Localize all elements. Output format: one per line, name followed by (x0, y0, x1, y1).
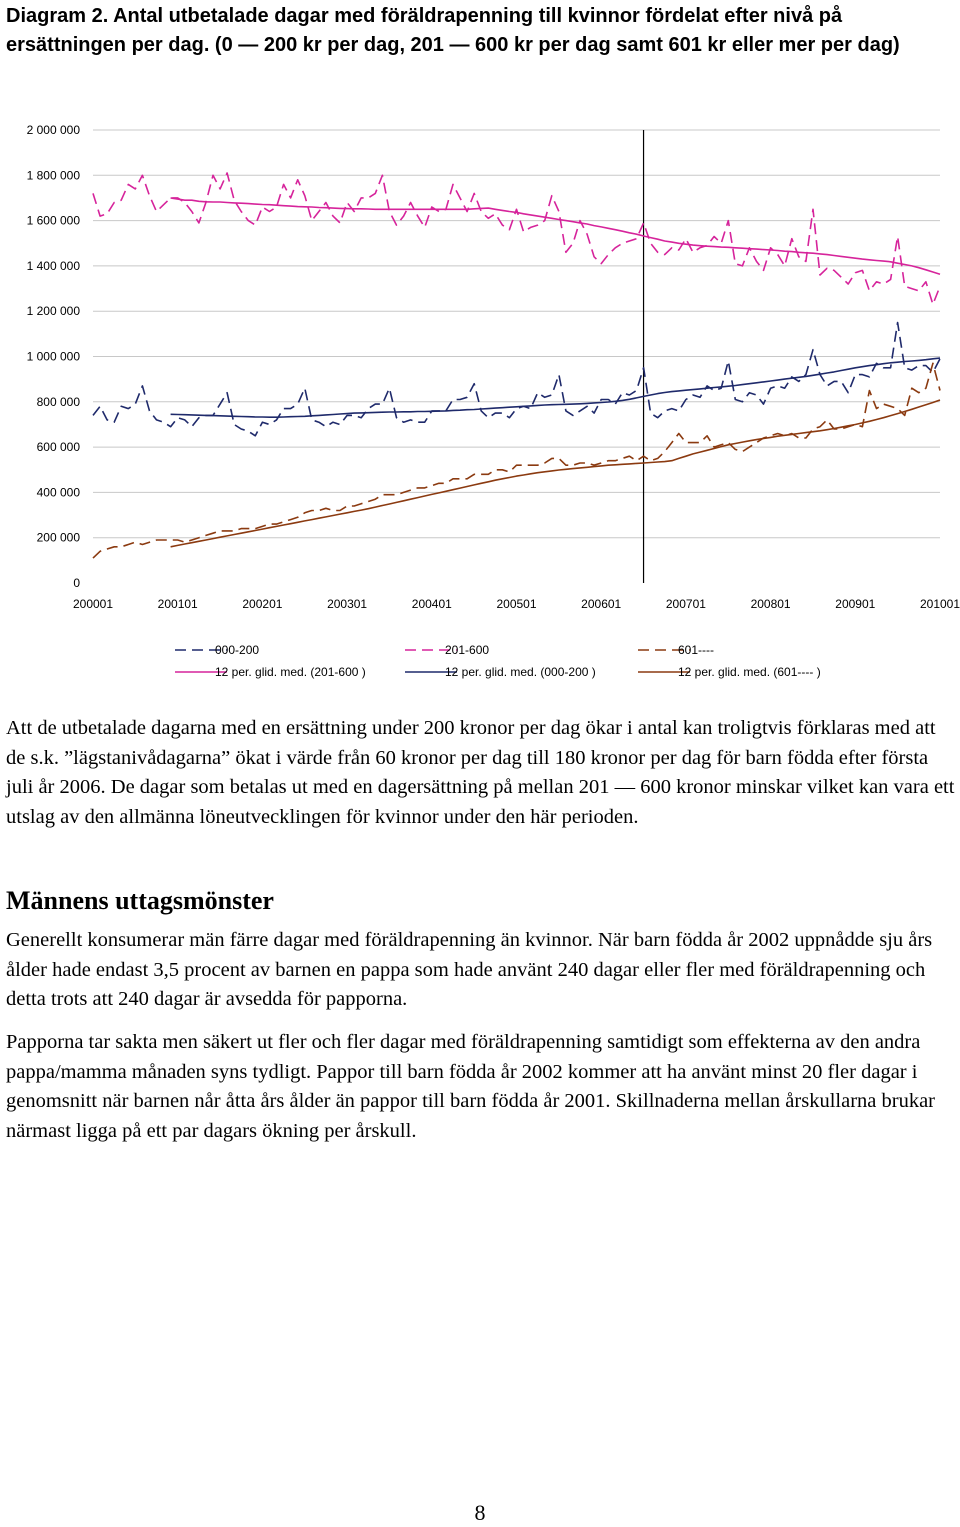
diagram-caption: Diagram 2. Antal utbetalade dagar med föräldrapenning till kvinnor fördelat efter nivå på ersättningen per dag. (0 — 200 kr per dag, 201 — 600 kr per dag samt 601 kr eller mer per dag) (6, 5, 900, 56)
section-heading: Männens uttagsmönster (6, 886, 274, 915)
legend-label: 12 per. glid. med. (000-200 ) (445, 665, 596, 679)
paragraph-1: Att de utbetalade dagarna med en ersättning under 200 kronor per dag ökar i antal kan troligtvis förklaras med att de s.k. ”lägstanivådagarna” ökat i värde från 60 kronor per dag till 180 kronor per dag för barn födda efter första juli år 2006. De dagar som betalas ut med en dagersättning på mellan 201 — 600 kronor minskar vilket kan vara ett utslag av den allmänna löneutvecklingen för kvinnor under den här perioden. (6, 717, 955, 828)
x-tick-label: 200901 (835, 597, 876, 611)
x-tick-label: 201001 (919, 597, 960, 611)
x-tick-label: 200501 (496, 597, 537, 611)
y-tick-label: 200 000 (36, 530, 80, 545)
y-tick-label: 600 000 (36, 440, 80, 455)
legend (175, 643, 821, 679)
x-tick-label: 200201 (242, 597, 283, 611)
legend-label: 000-200 (215, 643, 260, 657)
y-tick-label: 400 000 (36, 485, 80, 500)
y-tick-label: 1 000 000 (26, 349, 80, 364)
x-tick-label: 200701 (665, 597, 706, 611)
paragraph-2: Generellt konsumerar män färre dagar med föräldrapenning än kvinnor. När barn födda år 2002 uppnådde sju års ålder hade endast 3,5 procent av barnen en pappa som hade använt 240 dagar eller fler med föräldrapenning och detta trots att 240 dagar är avsedda för papporna. (6, 929, 933, 1010)
y-tick-label: 1 200 000 (26, 304, 80, 319)
x-tick-label: 200101 (157, 597, 198, 611)
y-tick-label: 2 000 000 (26, 123, 80, 137)
line-chart (0, 118, 960, 690)
series-line-1 (93, 323, 940, 436)
y-tick-label: 1 800 000 (26, 168, 80, 183)
y-tick-label: 800 000 (36, 394, 80, 409)
x-tick-label: 200301 (327, 597, 368, 611)
legend-label: 12 per. glid. med. (601---- ) (678, 665, 821, 679)
legend-label: 601---- (678, 643, 715, 657)
legend-label: 12 per. glid. med. (201-600 ) (215, 665, 366, 679)
series-line-4 (171, 198, 940, 274)
y-tick-label: 1 400 000 (26, 258, 80, 273)
series-line-2 (93, 173, 940, 304)
x-tick-label: 200801 (750, 597, 791, 611)
x-tick-label: 200401 (411, 597, 452, 611)
page-number: 8 (474, 1500, 486, 1525)
legend-label: 201-600 (445, 643, 490, 657)
x-tick-label: 200001 (72, 597, 114, 611)
y-tick-label: 0 (73, 576, 80, 590)
series-lines (93, 173, 940, 558)
series-line-3 (93, 363, 940, 558)
y-tick-label: 1 600 000 (26, 213, 80, 228)
paragraph-3: Papporna tar sakta men säkert ut fler och fler dagar med föräldrapenning samtidigt som effekterna av den andra pappa/mamma månaden syns tydligt. Pappor till barn födda år 2002 kommer att ha använt minst 20 fler dagar i genomsnitt när barnen når åtta års ålder än pappor till barn födda år 2001. Skillnaderna mellan årskullarna brukar närmast ligga på ett par dagars ökning per årskull. (6, 1031, 935, 1142)
x-tick-label: 200601 (581, 597, 622, 611)
